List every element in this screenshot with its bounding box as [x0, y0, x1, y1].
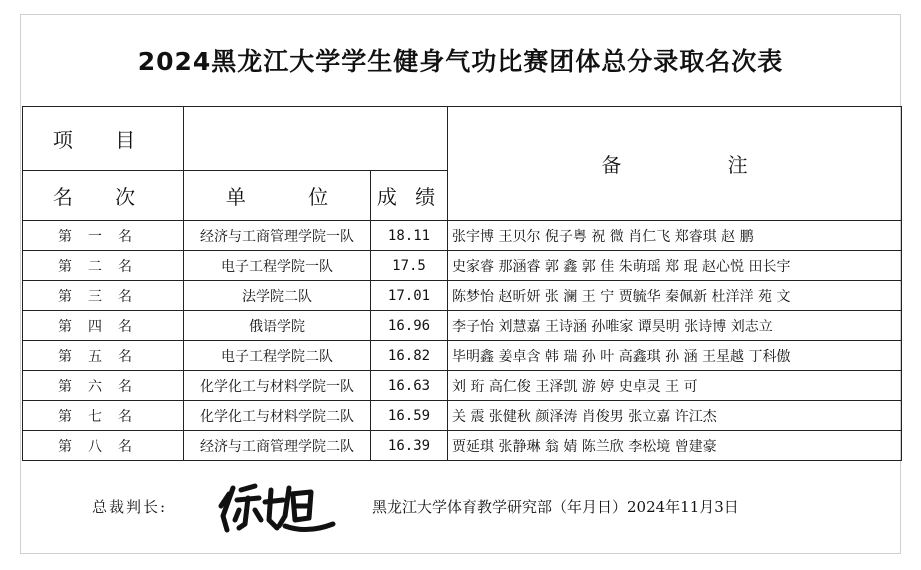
- members-cell: 陈梦怡 赵昕妍 张 澜 王 宁 贾毓华 秦佩新 杜洋洋 苑 文: [448, 281, 902, 311]
- table-row: [23, 221, 902, 251]
- rank-cell: 第二名: [23, 251, 184, 281]
- rank-cell: 第五名: [23, 341, 184, 371]
- score-cell: 16.39: [371, 431, 448, 461]
- rank-cell: 第六名: [23, 371, 184, 401]
- header-score: 成 绩: [371, 171, 448, 221]
- members-cell: 关 震 张健秋 颜泽涛 肖俊男 张立嘉 许江杰: [448, 401, 902, 431]
- handwritten-signature: [215, 480, 345, 536]
- header-item: 项 目: [23, 107, 184, 171]
- unit-cell: 化学化工与材料学院一队: [184, 371, 371, 401]
- members-cell: 毕明鑫 姜卓含 韩 瑞 孙 叶 高鑫琪 孙 涵 王星越 丁科傲: [448, 341, 902, 371]
- unit-cell: 俄语学院: [184, 311, 371, 341]
- header-rank: 名 次: [23, 171, 184, 221]
- score-cell: 17.01: [371, 281, 448, 311]
- score-cell: 16.63: [371, 371, 448, 401]
- header-blank: [184, 107, 448, 171]
- rank-cell: 第七名: [23, 401, 184, 431]
- organization-date: 黑龙江大学体育教学研究部（年月日）2024年11月3日: [372, 498, 739, 516]
- score-cell: 18.11: [371, 221, 448, 251]
- members-cell: 刘 珩 高仁俊 王泽凯 游 婷 史卓灵 王 可: [448, 371, 902, 401]
- table-row: [23, 341, 902, 371]
- footer: [0, 480, 921, 540]
- score-cell: 17.5: [371, 251, 448, 281]
- unit-cell: 经济与工商管理学院一队: [184, 221, 371, 251]
- members-cell: 李子怡 刘慧嘉 王诗涵 孙唯家 谭昊明 张诗博 刘志立: [448, 311, 902, 341]
- table-row: [23, 311, 902, 341]
- members-cell: 张宇博 王贝尔 倪子粤 祝 微 肖仁飞 郑睿琪 赵 鹏: [448, 221, 902, 251]
- table-row: [23, 401, 902, 431]
- table-row: [23, 281, 902, 311]
- page-title: 2024黑龙江大学学生健身气功比赛团体总分录取名次表: [137, 47, 784, 76]
- rank-cell: 第一名: [23, 221, 184, 251]
- header-unit: 单 位: [184, 171, 371, 221]
- rank-cell: 第三名: [23, 281, 184, 311]
- unit-cell: 电子工程学院二队: [184, 341, 371, 371]
- unit-cell: 电子工程学院一队: [184, 251, 371, 281]
- table-row: [23, 371, 902, 401]
- members-cell: 史家睿 那涵睿 郭 鑫 郭 佳 朱萌瑶 郑 琨 赵心悦 田长宇: [448, 251, 902, 281]
- ranking-table: [22, 106, 902, 461]
- score-cell: 16.96: [371, 311, 448, 341]
- members-cell: 贾延琪 张静琳 翁 婧 陈兰欣 李松境 曾建豪: [448, 431, 902, 461]
- judge-label: 总裁判长:: [92, 498, 168, 516]
- header-remarks: 备 注: [448, 107, 902, 221]
- rank-cell: 第八名: [23, 431, 184, 461]
- score-cell: 16.82: [371, 341, 448, 371]
- rank-cell: 第四名: [23, 311, 184, 341]
- unit-cell: 化学化工与材料学院二队: [184, 401, 371, 431]
- table-row: [23, 431, 902, 461]
- unit-cell: 法学院二队: [184, 281, 371, 311]
- score-cell: 16.59: [371, 401, 448, 431]
- unit-cell: 经济与工商管理学院二队: [184, 431, 371, 461]
- table-row: [23, 251, 902, 281]
